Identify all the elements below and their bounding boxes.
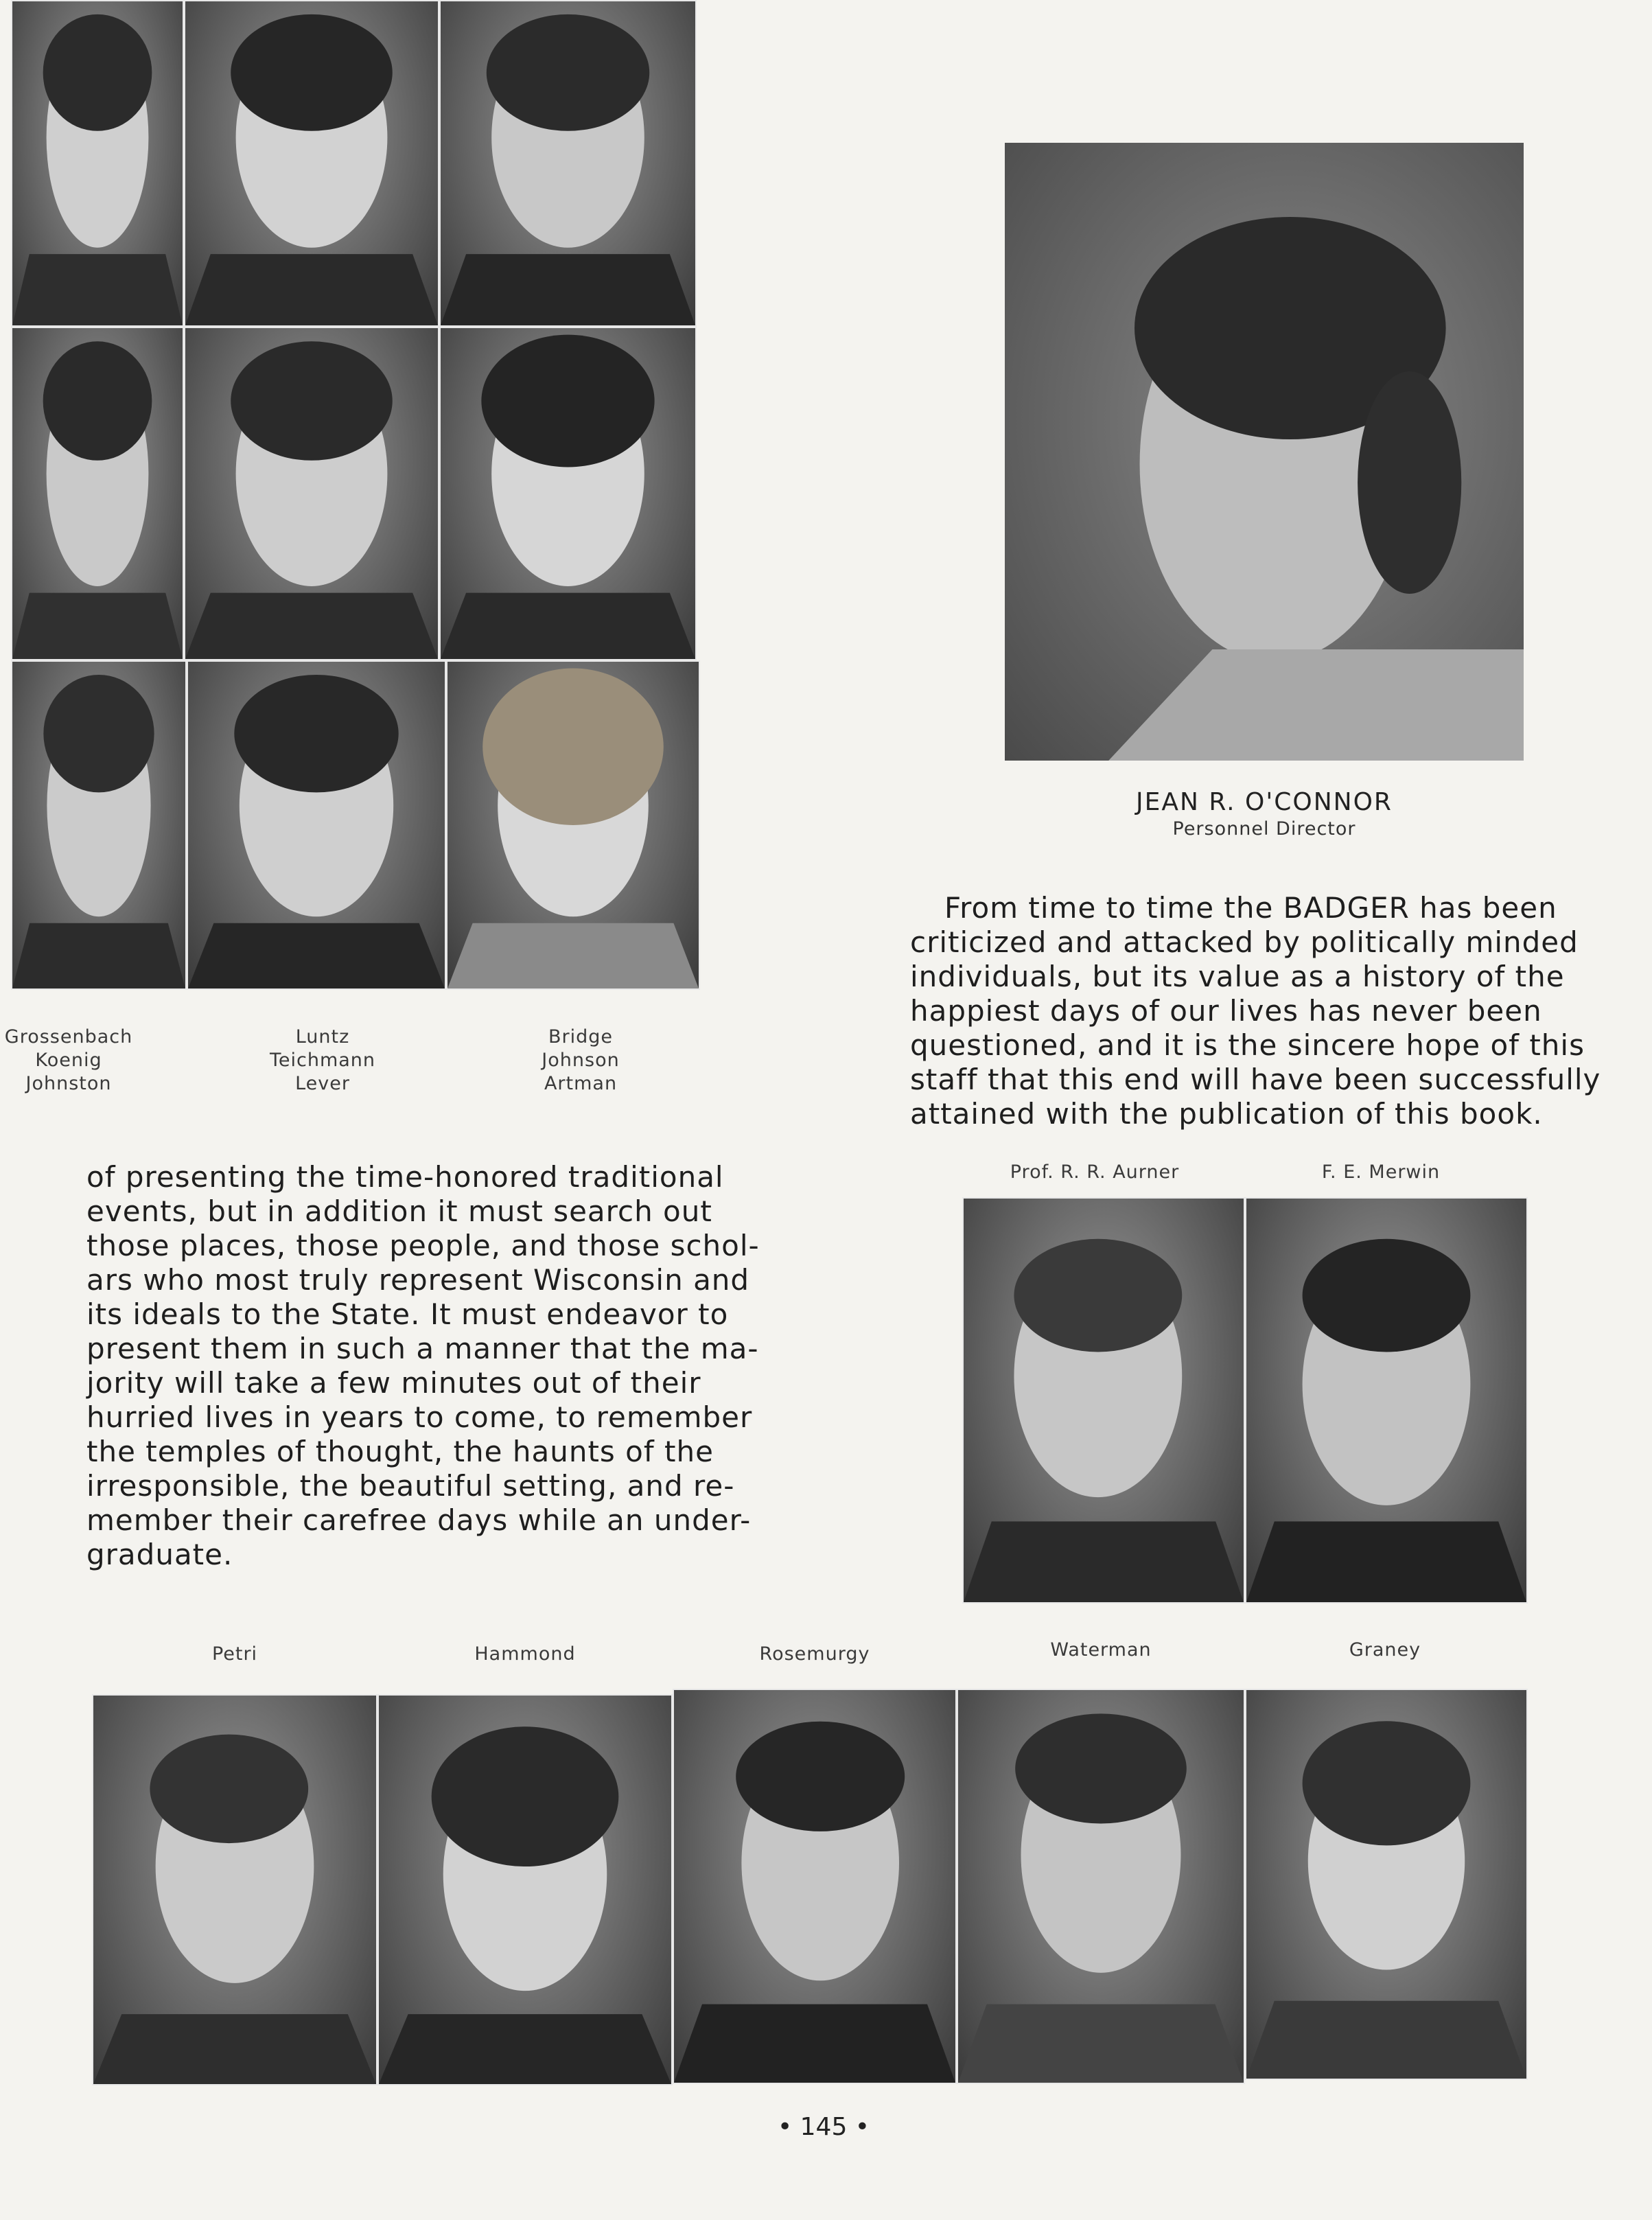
portrait-photo [92, 1694, 377, 2085]
caption-name: Lever [295, 1073, 350, 1094]
bottom-row-caption: Petri [211, 1643, 258, 1665]
caption-name: Grossenbach [4, 1026, 133, 1048]
paragraph-line: hurried lives in years to come, to remember [86, 1400, 753, 1434]
paragraph-line: questioned, and it is the sincere hope of this [910, 1028, 1585, 1062]
paragraph-line: the temples of thought, the haunts of the [86, 1435, 714, 1468]
paragraph-line: ars who most truly represent Wisconsin and [86, 1263, 750, 1297]
group-caption [0, 1026, 137, 1096]
paragraph-line: of presenting the time-honored traditional [86, 1160, 724, 1194]
caption-name: Luntz [295, 1026, 350, 1048]
right-paragraph [910, 891, 1601, 1131]
portrait-photo [377, 1694, 673, 2085]
portrait-photo [439, 0, 697, 327]
caption-name: Koenig [35, 1050, 102, 1071]
caption-name: Johnson [542, 1050, 620, 1071]
paragraph-line: jority will take a few minutes out of their [86, 1366, 701, 1400]
paragraph-line: irresponsible, the beautiful setting, and re- [86, 1469, 735, 1503]
portrait-photo [11, 327, 184, 660]
paragraph-line: graduate. [86, 1538, 233, 1571]
group-caption [512, 1026, 649, 1096]
feature-name: JEAN R. O'CONNOR [1136, 788, 1393, 816]
portrait-photo [446, 660, 700, 990]
caption-name: Johnston [25, 1073, 112, 1094]
portrait-photo [439, 327, 697, 660]
left-paragraph [86, 1160, 760, 1572]
paragraph-line: present them in such a manner that the ma- [86, 1332, 759, 1365]
page-number: • 145 • [777, 2113, 870, 2141]
caption-name: Artman [544, 1073, 618, 1094]
bottom-row-caption: Hammond [474, 1643, 576, 1665]
paragraph-line: criticized and attacked by politically minded [910, 925, 1579, 959]
paragraph-line: individuals, but its value as a history of the [910, 960, 1565, 993]
portrait-photo [957, 1689, 1245, 2084]
bottom-row-caption: Rosemurgy [759, 1643, 870, 1665]
paragraph-line: From time to time the BADGER has been [944, 891, 1557, 925]
advisor-portrait [962, 1197, 1245, 1604]
advisor-portrait [1245, 1197, 1528, 1604]
portrait-photo [187, 660, 446, 990]
portrait-photo [673, 1689, 957, 2084]
paragraph-line: those places, those people, and those schol- [86, 1229, 760, 1262]
group-caption [254, 1026, 391, 1096]
bottom-row-caption: Graney [1349, 1639, 1421, 1661]
portrait-photo [11, 0, 184, 327]
bottom-row-caption: Waterman [1050, 1639, 1152, 1661]
portrait-photo [1245, 1689, 1528, 2080]
paragraph-line: happiest days of our lives has never been [910, 994, 1542, 1028]
feature-role: Personnel Director [1172, 818, 1356, 840]
portrait-photo [184, 327, 439, 660]
paragraph-line: staff that this end will have been successfully [910, 1063, 1601, 1096]
advisor-caption: F. E. Merwin [1321, 1161, 1441, 1183]
paragraph-line: attained with the publication of this book. [910, 1097, 1543, 1131]
advisor-caption: Prof. R. R. Aurner [1010, 1161, 1180, 1183]
paragraph-line: member their carefree days while an under- [86, 1503, 752, 1537]
feature-portrait [1005, 143, 1524, 761]
portrait-photo [11, 660, 187, 990]
caption-name: Teichmann [269, 1050, 376, 1071]
caption-name: Bridge [548, 1026, 613, 1048]
paragraph-line: events, but in addition it must search out [86, 1194, 712, 1228]
paragraph-line: its ideals to the State. It must endeavor to [86, 1297, 729, 1331]
portrait-photo [184, 0, 439, 327]
